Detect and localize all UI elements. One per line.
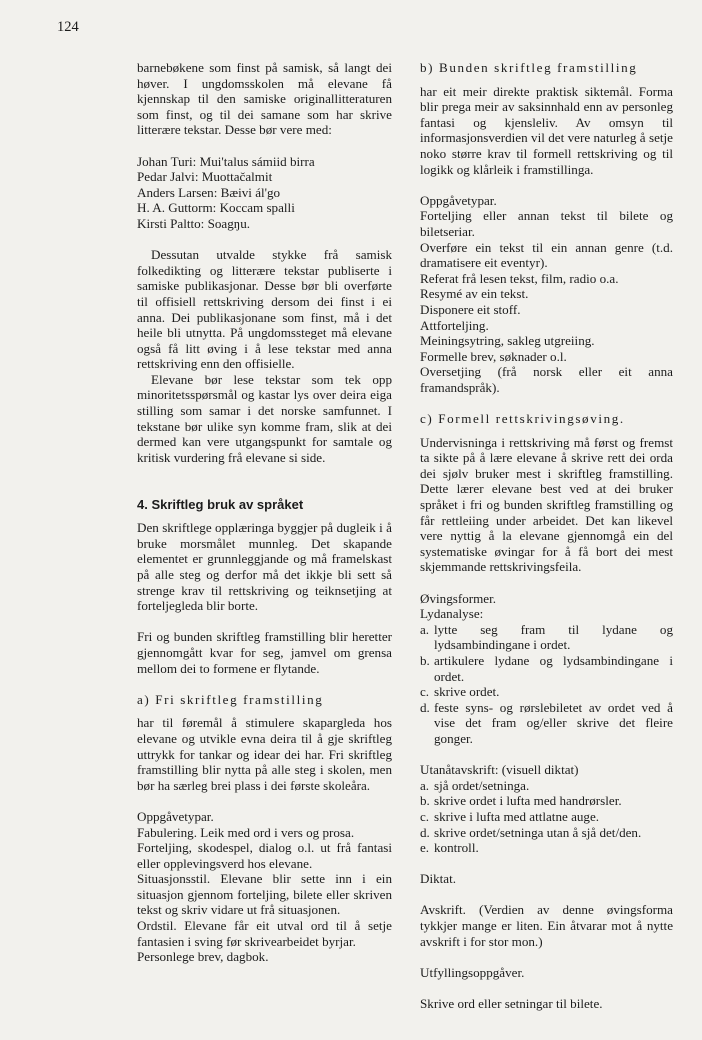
author-list [137, 154, 392, 232]
list-item: Ordstil. Elevane får eit utval ord til å setje fantasien i sving før skrivearbeidet byrjar. [137, 918, 392, 949]
list-item: Resymé av ein tekst. [420, 286, 529, 302]
list-item: Formelle brev, søknader o.l. [420, 348, 567, 364]
list-item [420, 825, 673, 841]
paragraph: barnebøkene som finst på samisk, så langt dei høver. I ungdomsskolen må elevane få kjennskap til den samiske originallitteraturen som finst, og til dei samane som har skrive litterære tekstar. Desse bør vere med: [137, 60, 392, 138]
list-item [420, 653, 673, 684]
item-letter: d. [420, 699, 430, 715]
list-item: Personlege brev, dagbok. [137, 949, 269, 965]
item-text: artikulere lydane og lydsambindingane i ordet. [434, 652, 673, 684]
list-label: Utanåtavskrift: (visuell diktat) [420, 762, 579, 778]
section-heading: 4. Skriftleg bruk av språket [137, 496, 304, 512]
item-text: feste syns- og rørslebiletet av ordet ved å vise det fram og/eller skrive det fleire gonger. [434, 699, 673, 746]
subsection-heading: a) Fri skriftleg framstilling [137, 691, 324, 707]
list-item [420, 700, 673, 747]
left-column [137, 60, 392, 965]
item-letter: b. [420, 793, 430, 809]
subsection-heading: c) Formell rettskrivingsøving. [420, 411, 625, 427]
list-item: Forteljing eller annan tekst til bilete og biletseriar. [420, 208, 673, 239]
page-number: 124 [57, 19, 79, 35]
sound-analysis-list [420, 622, 673, 747]
item-text: kontroll. [434, 840, 479, 856]
right-column [420, 60, 673, 1012]
paragraph: Utfyllingsoppgåver. [420, 964, 525, 980]
item-text: sjå ordet/setninga. [434, 777, 530, 793]
list-item: Attforteljing. [420, 317, 489, 333]
item-text: skrive i lufta med attlatne auge. [434, 808, 600, 824]
list-item: Meiningsytring, sakleg utgreiing. [420, 333, 595, 349]
item-letter: a. [420, 621, 430, 637]
subsection-heading: b) Bunden skriftleg framstilling [420, 60, 638, 75]
list-item: Situasjonsstil. Elevane blir sette inn i ein situasjon gjennom forteljing, bilete eller skriven tekst og skriv vidare ut frå situasjonen. [137, 871, 392, 918]
task-list [137, 825, 392, 965]
list-label: Lydanalyse: [420, 606, 484, 622]
paragraph: Fri og bunden skriftleg framstilling blir heretter gjennomgått kvar for seg, jamvel om grensa mellom dei to formene er flytande. [137, 629, 392, 676]
visual-dictation-list [420, 778, 673, 856]
list-item [420, 778, 673, 794]
paragraph: Elevane bør lese tekstar som tek opp minoritetsspørsmål og kastar lys over deira eiga stilling som samar i det norske samfunnet. I tekstane bør ulike syn komme fram, slik at dei dermed kan vere utgangspunkt for samtale og kritisk vurdering frå elevane si side. [137, 371, 392, 465]
item-text: skrive ordet i lufta med handrørsler. [434, 793, 622, 809]
paragraph: har eit meir direkte praktisk siktemål. Forma blir prega meir av saksinnhald enn av personleg fantasi og kjensleliv. Av omsyn til informasjonsverdien vil det vere naturleg å setje noko større krav til formell rettskriving og til logikk og klårleik i framstillinga. [420, 83, 673, 177]
item-letter: d. [420, 824, 430, 840]
list-item [420, 622, 673, 653]
list-item [420, 684, 673, 700]
paragraph: Avskrift. (Verdien av denne øvingsforma tykkjer mange er liten. Ein åtvarar mot å nytte avskrift i for stor mon.) [420, 902, 673, 949]
item-letter: a. [420, 777, 430, 793]
item-letter: b. [420, 652, 430, 668]
paragraph: Dessutan utvalde stykke frå samisk folkedikting og litterære tekstar publiserte i samiske publikasjonar. Desse bør bli overførte til offisiell rettskriving dersom dei finst i ei anna. Dei publikasjonane som finst, må i det heile bli utnytta. På ungdomssteget må elevane også få litt øving i å lese tekstar med anna rettskriving enn den offisielle. [137, 247, 392, 372]
list-item: Disponere eit stoff. [420, 301, 521, 317]
list-item: Referat frå lesen tekst, film, radio o.a. [420, 270, 619, 286]
list-item: Johan Turi: Mui'talus sámiid birra [137, 153, 315, 169]
paragraph: Skrive ord eller setningar til bilete. [420, 996, 603, 1012]
list-label: Oppgåvetypar. [137, 808, 214, 824]
list-item [420, 793, 673, 809]
paragraph: Den skriftlege opplæringa byggjer på dugleik i å bruke morsmålet munnleg. Det skapande elementet er grunnleggjande og må framelskast på alle steg og derfor må det ikkje bli sett så strenge krav til rettskriving og teiknsetjing at forteljegleda blir borte. [137, 520, 392, 614]
item-letter: c. [420, 684, 430, 700]
paragraph: Undervisninga i rettskriving må først og fremst ta sikte på å lære elevane å skrive rett dei orda dei sjølv bruker mest i skriftleg framstilling. Dette lærer elevane best ved at dei bruker språket i fri og bunden skriftleg framstilling og får rettleiing under arbeidet. Det kan likevel vere nyttig å la elevane gjennomgå ein del systematiske øvingar for å få bort dei mest skjemmande rettskrivingsfeila. [420, 434, 673, 575]
item-letter: e. [420, 840, 430, 856]
list-item: Pedar Jalvi: Muottačalmit [137, 169, 273, 185]
list-item: H. A. Guttorm: Koccam spalli [137, 200, 295, 216]
item-letter: c. [420, 808, 430, 824]
list-item: Forteljing, skodespel, dialog o.l. ut frå fantasi eller opplevingsverd hos elevane. [137, 840, 392, 871]
list-item: Overføre ein tekst til ein annan genre (t.d. dramatisere eit eventyr). [420, 239, 673, 271]
list-label: Øvingsformer. [420, 590, 497, 606]
list-item: Oversetjing (frå norsk eller eit anna framandspråk). [420, 364, 673, 395]
list-item: Kirsti Paltto: Soagŋu. [137, 215, 251, 231]
paragraph: har til føremål å stimulere skapargleda hos elevane og utvikle evna deira til å gje skriftleg uttrykk for tankar og idear dei har. Fri skriftleg framstilling blir nytta på alle steg i skolen, men bør ha særleg brei plass i dei første skoleåra. [137, 715, 392, 793]
item-text: skrive ordet/setninga utan å sjå det/den. [434, 824, 642, 840]
list-item [420, 809, 673, 825]
list-label: Oppgåvetypar. [420, 192, 497, 208]
item-text: lytte seg fram til lydane og lydsambindingane i ordet. [434, 621, 673, 653]
list-item: Fabulering. Leik med ord i vers og prosa. [137, 824, 355, 840]
list-item [420, 840, 673, 856]
paragraph: Diktat. [420, 871, 457, 887]
task-list [420, 208, 673, 395]
list-item: Anders Larsen: Bæivi ál'go [137, 184, 281, 200]
item-text: skrive ordet. [434, 684, 500, 700]
